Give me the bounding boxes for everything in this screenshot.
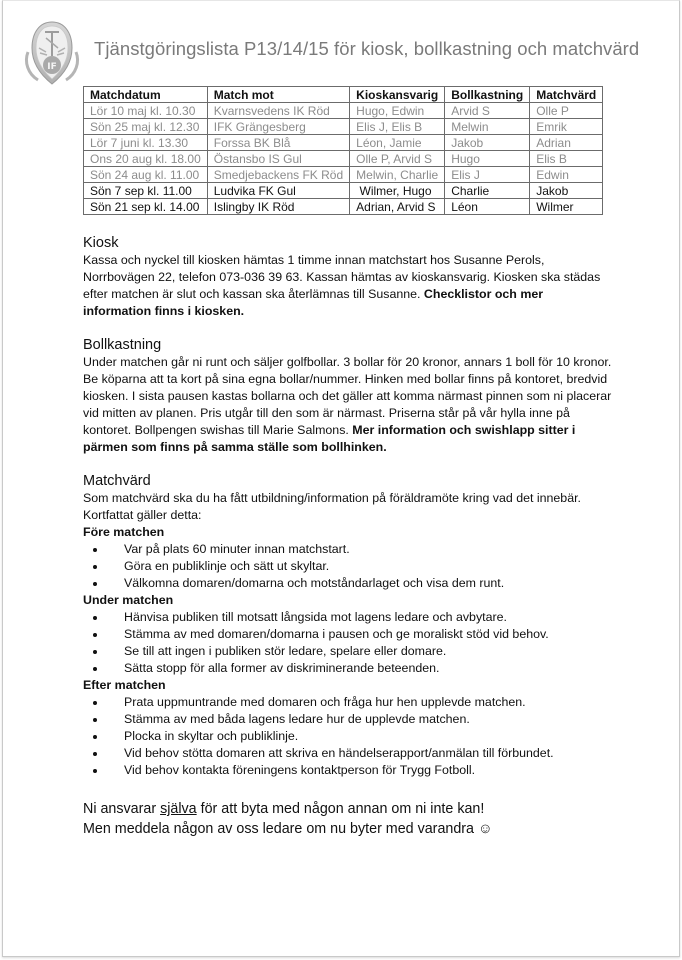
- bollkastning-section: [83, 336, 613, 456]
- cell-host: Adrian: [530, 135, 603, 151]
- kiosk-text: Kassa och nyckel till kiosken hämtas 1 timme innan matchstart hos Susanne Perols, Norrbovägen 22, telefon 073-036 39 63. Kassan hämtas av kioskansvarig. Kiosken ska städas efter matchen är slut och kassan ska återlämnas till Susanne.: [83, 253, 601, 301]
- matchvard-intro-line2: Kortfattat gäller detta:: [83, 508, 202, 522]
- group-heading-efter-matchen: Efter matchen: [83, 678, 166, 692]
- column-header-kioskansvarig: Kioskansvarig: [350, 87, 445, 103]
- cell-ball: Charlie: [445, 183, 530, 199]
- cell-ball: Elis J: [445, 167, 530, 183]
- list-item: Se till att ingen i publiken stör ledare, spelare eller domare.: [83, 643, 613, 660]
- cell-host: Olle P: [530, 103, 603, 119]
- cell-host: Jakob: [530, 183, 603, 199]
- list-item: Stämma av med domaren/domarna i pausen och ge moraliskt stöd vid behov.: [83, 626, 613, 643]
- closing-text-after: för att byta med någon annan om ni inte kan!: [196, 801, 485, 817]
- cell-kiosk: Adrian, Arvid S: [350, 199, 445, 215]
- matchvard-intro-line1: Som matchvärd ska du ha fått utbildning/information på föräldramöte kring vad det innebär.: [83, 491, 581, 505]
- list-item: Sätta stopp för alla former av diskriminerande beteenden.: [83, 660, 613, 677]
- cell-host: Emrik: [530, 119, 603, 135]
- cell-ball: Arvid S: [445, 103, 530, 119]
- duty-schedule-table: [83, 86, 603, 215]
- cell-opponent: Islingby IK Röd: [207, 199, 349, 215]
- cell-ball: Jakob: [445, 135, 530, 151]
- column-header-matchdatum: Matchdatum: [84, 87, 208, 103]
- cell-host: Edwin: [530, 167, 603, 183]
- kiosk-paragraph: [83, 252, 613, 320]
- column-header-matchvard: Matchvärd: [530, 87, 603, 103]
- list-item: Plocka in skyltar och publiklinje.: [83, 728, 613, 745]
- cell-opponent: Östansbo IS Gul: [207, 151, 349, 167]
- list-item: Vid behov kontakta föreningens kontaktperson för Trygg Fotboll.: [83, 762, 613, 779]
- list-item: Prata uppmuntrande med domaren och fråga hur hen upplevde matchen.: [83, 694, 613, 711]
- table-row: [84, 135, 603, 151]
- table-row: [84, 119, 603, 135]
- list-item: Vid behov stötta domaren att skriva en händelserapport/anmälan till förbundet.: [83, 745, 613, 762]
- table-row: [84, 103, 603, 119]
- cell-opponent: Ludvika FK Gul: [207, 183, 349, 199]
- table-header-row: [84, 87, 603, 103]
- closing-line-2-text: Men meddela någon av oss ledare om nu byter med varandra: [83, 821, 475, 837]
- bollkastning-text: Under matchen går ni runt och säljer golfbollar. 3 bollar för 20 kronor, annars 1 boll för 10 kronor. Be köparna att ta kort på sina egna bollar/nummer. Hinken med bollar finns på kontoret, bredvid kiosken. I sista pausen kastas bollarna och det gäller att komma närmast pinnen som ni placerar vid mitten av planen. Pris utgår till den som är närmast. Priserna står på vår hylla inne på kontoret. Bollpengen swishas till Marie Salmons.: [83, 355, 612, 437]
- group-heading-fore-matchen: Före matchen: [83, 525, 165, 539]
- cell-date: Sön 25 maj kl. 12.30: [84, 119, 208, 135]
- column-header-match-mot: Match mot: [207, 87, 349, 103]
- efter-matchen-list: [83, 694, 613, 779]
- smiley-icon: ☺: [478, 821, 493, 837]
- cell-date: Sön 7 sep kl. 11.00: [84, 183, 208, 199]
- cell-date: Sön 21 sep kl. 14.00: [84, 199, 208, 215]
- list-item: Välkomna domaren/domarna och motståndarlaget och visa dem runt.: [83, 575, 613, 592]
- cell-ball: Hugo: [445, 151, 530, 167]
- cell-opponent: IFK Grängesberg: [207, 119, 349, 135]
- closing-section: [83, 799, 613, 839]
- bollkastning-heading: Bollkastning: [83, 337, 162, 353]
- cell-opponent: Kvarnsvedens IK Röd: [207, 103, 349, 119]
- closing-text-before: Ni ansvarar: [83, 801, 161, 817]
- table-row: [84, 199, 603, 215]
- cell-ball: Léon: [445, 199, 530, 215]
- group-heading-under-matchen: Under matchen: [83, 593, 174, 607]
- under-matchen-list: [83, 609, 613, 677]
- fore-matchen-list: [83, 541, 613, 592]
- cell-kiosk: Olle P, Arvid S: [350, 151, 445, 167]
- matchvard-heading: Matchvärd: [83, 473, 151, 489]
- cell-kiosk: Wilmer, Hugo: [350, 183, 445, 199]
- cell-date: Lör 7 juni kl. 13.30: [84, 135, 208, 151]
- cell-kiosk: Hugo, Edwin: [350, 103, 445, 119]
- table-row: [84, 167, 603, 183]
- cell-date: Lör 10 maj kl. 10.30: [84, 103, 208, 119]
- bollkastning-paragraph: [83, 354, 613, 456]
- club-crest-icon: [22, 18, 82, 90]
- cell-kiosk: Elis J, Elis B: [350, 119, 445, 135]
- table-row: [84, 183, 603, 199]
- cell-opponent: Smedjebackens FK Röd: [207, 167, 349, 183]
- cell-kiosk: Melwin, Charlie: [350, 167, 445, 183]
- column-header-bollkastning: Bollkastning: [445, 87, 530, 103]
- kiosk-heading: Kiosk: [83, 235, 119, 251]
- bollkastning-bold-note: Mer information och swishlapp sitter i pärmen som finns på samma ställe som bollhinken.: [83, 423, 576, 454]
- emphasis-sjalva: själva: [160, 801, 197, 817]
- crest-text: IF: [47, 62, 57, 72]
- list-item: Var på plats 60 minuter innan matchstart.: [83, 541, 613, 558]
- cell-opponent: Forssa BK Blå: [207, 135, 349, 151]
- table-row: [84, 151, 603, 167]
- kiosk-section: [83, 234, 613, 320]
- cell-date: Ons 20 aug kl. 18.00: [84, 151, 208, 167]
- list-item: Göra en publiklinje och sätt ut skyltar.: [83, 558, 613, 575]
- list-item: Hänvisa publiken till motsatt långsida mot lagens ledare och avbytare.: [83, 609, 613, 626]
- closing-line-1: [83, 799, 613, 819]
- document-body: [83, 234, 613, 839]
- cell-kiosk: Léon, Jamie: [350, 135, 445, 151]
- page-title: Tjänstgöringslista P13/14/15 för kiosk, bollkastning och matchvärd: [94, 38, 640, 59]
- kiosk-bold-note: Checklistor och mer information finns i kiosken.: [83, 287, 544, 318]
- cell-date: Sön 24 aug kl. 11.00: [84, 167, 208, 183]
- cell-host: Wilmer: [530, 199, 603, 215]
- closing-line-2: [83, 819, 613, 839]
- cell-host: Elis B: [530, 151, 603, 167]
- matchvard-section: [83, 472, 613, 779]
- cell-ball: Melwin: [445, 119, 530, 135]
- list-item: Stämma av med båda lagens ledare hur de upplevde matchen.: [83, 711, 613, 728]
